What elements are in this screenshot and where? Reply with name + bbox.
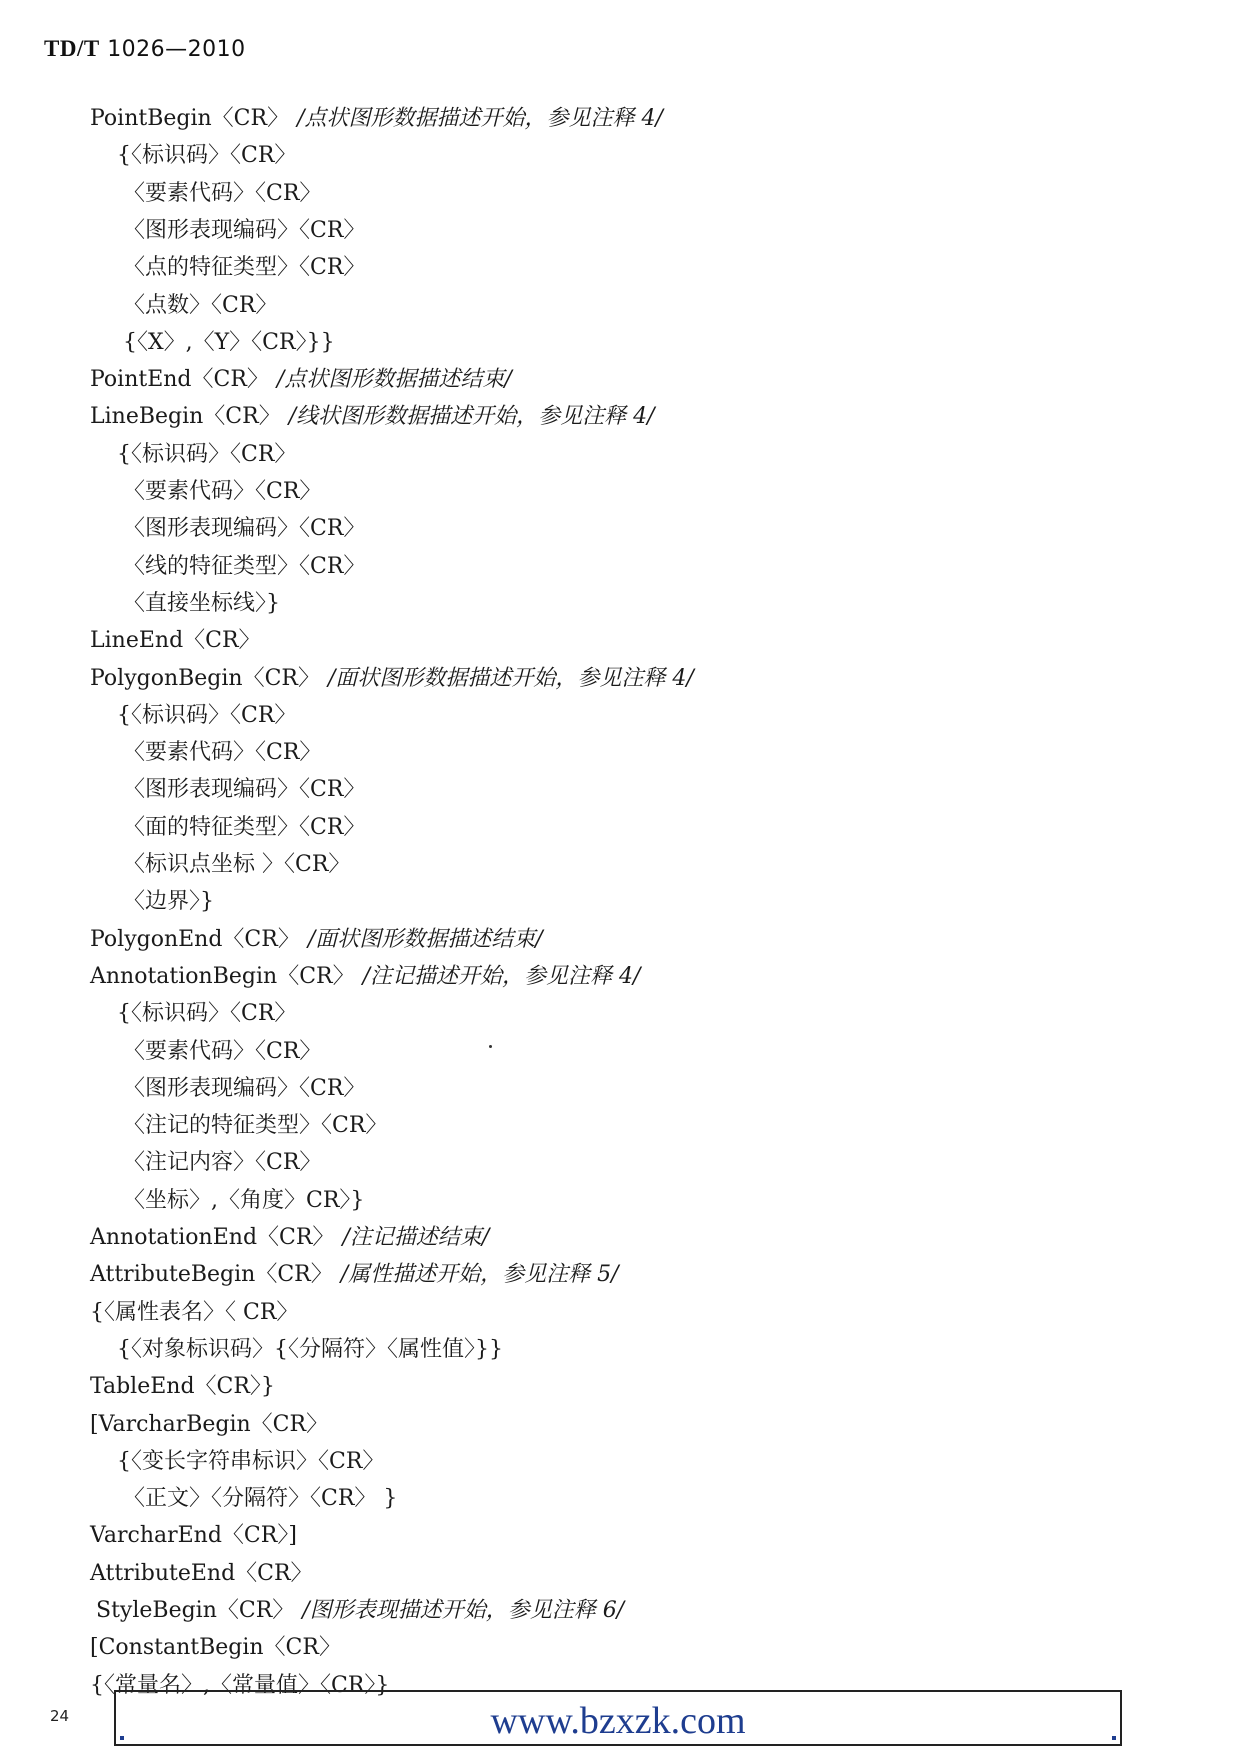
code-line <box>123 1184 364 1218</box>
code-line <box>123 512 365 546</box>
code-line <box>90 1258 619 1292</box>
code-line <box>96 1594 624 1628</box>
code-line <box>123 475 321 509</box>
code-comment: /点状图形数据描述结束/ <box>276 367 512 392</box>
code-text: 〈线的特征类型〉〈CR〉 <box>123 554 366 579</box>
code-line <box>90 923 543 957</box>
code-line <box>123 736 321 770</box>
code-text: 〈点数〉〈CR〉 <box>123 293 278 318</box>
code-line <box>123 214 365 248</box>
scan-speck <box>489 1045 492 1048</box>
code-line <box>123 251 365 285</box>
code-line <box>123 326 335 360</box>
code-text: {〈标识码〉〈CR〉 <box>117 1001 297 1026</box>
code-line <box>123 1109 387 1143</box>
code-text: AnnotationEnd〈CR〉 <box>90 1225 335 1250</box>
code-comment: /点状图形数据描述开始，参见注释 4/ <box>297 106 663 131</box>
code-text: 〈正文〉〈分隔符〉〈CR〉 } <box>123 1486 398 1511</box>
code-text: 〈图形表现编码〉〈CR〉 <box>123 218 366 243</box>
code-text: PolygonBegin〈CR〉 <box>90 666 320 691</box>
code-line <box>123 885 214 919</box>
code-line <box>90 1296 298 1330</box>
page-number: 24 <box>50 1707 70 1725</box>
code-comment: /线状图形数据描述开始，参见注释 4/ <box>288 404 655 429</box>
code-line <box>90 624 261 658</box>
code-line <box>123 289 277 323</box>
code-line <box>123 1482 397 1516</box>
code-line <box>90 662 694 696</box>
code-text: 〈标识点坐标 〉〈CR〉 <box>123 852 351 877</box>
code-text: 〈要素代码〉〈CR〉 <box>123 479 322 504</box>
code-comment: /面状图形数据描述开始，参见注释 4/ <box>328 666 694 691</box>
code-line <box>123 811 365 845</box>
code-line <box>123 1072 365 1106</box>
code-text: {〈标识码〉〈CR〉 <box>117 143 297 168</box>
code-text: {〈标识码〉〈CR〉 <box>117 442 297 467</box>
watermark-dot-right <box>1112 1736 1116 1740</box>
code-comment: /注记描述结束/ <box>342 1225 490 1250</box>
code-line <box>90 1370 275 1404</box>
code-line <box>90 1221 489 1255</box>
code-text: 〈面的特征类型〉〈CR〉 <box>123 815 366 840</box>
code-comment: /注记描述开始，参见注释 4/ <box>362 964 641 989</box>
code-line <box>123 1035 321 1069</box>
code-line <box>90 960 640 994</box>
code-comment: /图形表现描述开始，参见注释 6/ <box>302 1598 625 1623</box>
standard-number: 1026—2010 <box>107 37 246 62</box>
code-text: 〈直接坐标线〉} <box>123 591 280 616</box>
watermark-box <box>114 1690 1122 1746</box>
code-text: 〈图形表现编码〉〈CR〉 <box>123 1076 366 1101</box>
code-line <box>90 1557 313 1591</box>
code-text: 〈要素代码〉〈CR〉 <box>123 1039 322 1064</box>
code-text: {〈常量名〉,〈常量值〉〈CR〉} <box>90 1673 390 1698</box>
code-comment: /属性描述开始，参见注释 5/ <box>340 1262 619 1287</box>
code-line <box>117 438 296 472</box>
code-line <box>117 139 296 173</box>
code-line <box>123 550 365 584</box>
code-text: {〈标识码〉〈CR〉 <box>117 703 297 728</box>
code-text: TableEnd〈CR〉} <box>90 1374 275 1399</box>
code-text: {〈属性表名〉〈 CR〉 <box>90 1300 299 1325</box>
code-line <box>90 363 512 397</box>
code-text: LineBegin〈CR〉 <box>90 404 281 429</box>
code-text: {〈X〉,〈Y〉〈CR〉}} <box>123 330 335 355</box>
code-text: AttributeBegin〈CR〉 <box>90 1262 333 1287</box>
watermark-text: www.bzxzk.com <box>490 1700 746 1742</box>
code-line <box>90 400 655 434</box>
code-text: 〈坐标〉,〈角度〉CR〉} <box>123 1188 365 1213</box>
code-text: PolygonEnd〈CR〉 <box>90 927 300 952</box>
code-text: 〈点的特征类型〉〈CR〉 <box>123 255 366 280</box>
code-text: LineEnd〈CR〉 <box>90 628 261 653</box>
code-text: [VarcharBegin〈CR〉 <box>90 1412 329 1437</box>
code-text: 〈边界〉} <box>123 889 214 914</box>
code-line <box>123 587 280 621</box>
code-line <box>117 699 296 733</box>
code-line <box>123 848 350 882</box>
code-text: 〈注记内容〉〈CR〉 <box>123 1150 322 1175</box>
code-line <box>117 997 296 1031</box>
code-line <box>90 1519 297 1553</box>
code-text: PointEnd〈CR〉 <box>90 367 269 392</box>
code-text: 〈图形表现编码〉〈CR〉 <box>123 777 366 802</box>
code-text: {〈变长字符串标识〉〈CR〉 <box>117 1449 385 1474</box>
standard-code: TD/T <box>44 36 100 61</box>
code-line <box>123 1146 321 1180</box>
code-line <box>123 177 321 211</box>
code-line <box>123 773 365 807</box>
code-text: VarcharEnd〈CR〉] <box>90 1523 297 1548</box>
code-line <box>90 1408 328 1442</box>
code-text: 〈要素代码〉〈CR〉 <box>123 181 322 206</box>
code-text: {〈对象标识码〉{〈分隔符〉〈属性值〉}} <box>117 1337 503 1362</box>
code-text: PointBegin〈CR〉 <box>90 106 290 131</box>
code-text: 〈图形表现编码〉〈CR〉 <box>123 516 366 541</box>
code-text: AttributeEnd〈CR〉 <box>90 1561 313 1586</box>
code-text: 〈要素代码〉〈CR〉 <box>123 740 322 765</box>
code-line <box>90 1631 341 1665</box>
code-line <box>90 102 663 136</box>
code-text: [ConstantBegin〈CR〉 <box>90 1635 341 1660</box>
code-line <box>117 1333 503 1367</box>
code-comment: /面状图形数据描述结束/ <box>307 927 543 952</box>
code-text: StyleBegin〈CR〉 <box>96 1598 295 1623</box>
code-line <box>117 1445 384 1479</box>
code-text: 〈注记的特征类型〉〈CR〉 <box>123 1113 388 1138</box>
code-text: AnnotationBegin〈CR〉 <box>90 964 355 989</box>
page-header <box>44 36 246 62</box>
